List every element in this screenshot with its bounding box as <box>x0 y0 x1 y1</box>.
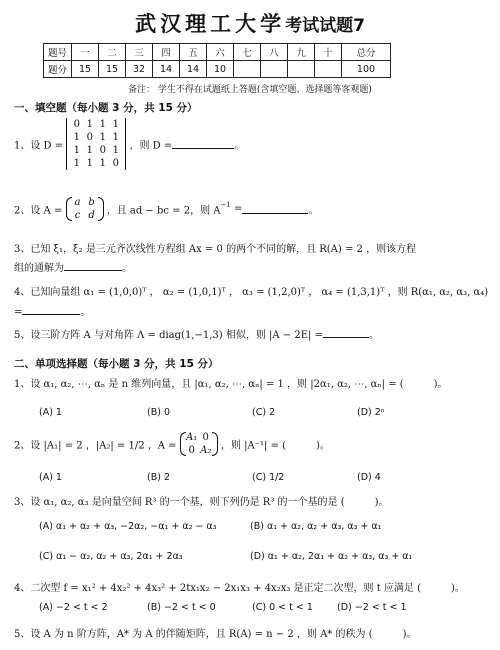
option-d[interactable]: (D) 2ⁿ <box>357 407 385 418</box>
option-c[interactable]: (C) 1/2 <box>252 472 285 483</box>
score-cell <box>288 61 315 78</box>
score-table <box>43 43 391 78</box>
score-cell: 三 <box>126 44 153 61</box>
score-cell: 14 <box>180 61 207 78</box>
score-cell <box>261 61 288 78</box>
option-b[interactable]: (B) −2 < t < 0 <box>147 602 216 613</box>
answer-blank[interactable] <box>242 204 308 214</box>
q3-text: 组的通解为 <box>14 263 64 274</box>
option-a[interactable]: (A) 1 <box>39 472 62 483</box>
determinant-matrix: 0 1 1 1 1 0 1 1 1 1 0 1 1 1 1 0 <box>66 118 126 170</box>
q2c-prefix: 2、设 |A₁| = 2 ，|A₂| = 1/2 ，A = <box>14 440 177 452</box>
q2-prefix: 2、设 A = <box>14 205 63 217</box>
block-matrix: A₁ 0 0 A₂ <box>180 431 218 457</box>
fill-question-3-line1: 3、已知 ξ₁，ξ₂ 是三元齐次线性方程组 Ax = 0 的两个不同的解，且 R(A) = 2 ，则该方程 <box>14 244 417 255</box>
fill-question-4-line2 <box>14 303 90 318</box>
q4-end: 。 <box>80 307 91 318</box>
score-cell: 15 <box>99 61 126 78</box>
choice-question-4-stem: 4、二次型 f = x₁² + 4x₂² + 4x₃² + 2tx₁x₂ − 2x₁x₃ + 4x₂x₃ 是正定二次型，则 t 应满足 ( )。 <box>14 583 465 594</box>
option-b[interactable]: (B) 2 <box>147 472 170 483</box>
q1-end: 。 <box>234 140 245 152</box>
option-b[interactable]: (B) α₁ + α₂, α₂ + α₃, α₃ + α₁ <box>250 521 382 532</box>
score-table-row-points <box>44 61 391 78</box>
title-university: 武汉理工大学 <box>135 11 286 36</box>
option-d[interactable]: (D) −2 < t < 1 <box>337 602 407 613</box>
answer-blank[interactable] <box>64 261 122 271</box>
option-d[interactable]: (D) 4 <box>357 472 381 483</box>
score-cell: 14 <box>153 61 180 78</box>
option-a[interactable]: (A) −2 < t < 2 <box>39 602 108 613</box>
q2c-suffix: ，则 |A⁻¹| = ( )。 <box>220 440 330 452</box>
score-cell: 四 <box>153 44 180 61</box>
score-cell: 题号 <box>44 44 72 61</box>
score-cell: 五 <box>180 44 207 61</box>
option-d[interactable]: (D) α₁ + α₂, 2α₁ + α₂ + α₃, α₃ + α₁ <box>250 551 413 562</box>
score-cell: 八 <box>261 44 288 61</box>
option-b[interactable]: (B) 0 <box>147 407 170 418</box>
score-cell: 一 <box>72 44 99 61</box>
answer-blank[interactable] <box>172 139 234 149</box>
score-cell: 题分 <box>44 61 72 78</box>
title-exam: 考试试题7 <box>285 16 365 36</box>
exam-note: 备注： 学生不得在试题纸上答题(含填空题、选择题等客观题) <box>128 85 372 95</box>
option-c[interactable]: (C) 2 <box>252 407 276 418</box>
q2-mid: ，且 ad − bc = 2，则 A <box>106 205 221 217</box>
score-cell: 六 <box>207 44 234 61</box>
score-table-row-header <box>44 44 391 61</box>
q4-text: = <box>14 307 23 318</box>
option-c[interactable]: (C) α₁ − α₂, α₂ + α₃, 2α₁ + 2α₃ <box>39 551 183 562</box>
choice-question-5-stem: 5、设 A 为 n 阶方阵，A* 为 A 的伴随矩阵，且 R(A) = n − 2 ，则 A* 的秩为 ( )。 <box>14 629 417 640</box>
answer-blank[interactable] <box>323 328 369 338</box>
score-cell: 10 <box>207 61 234 78</box>
choice-question-3-stem: 3、设 α₁, α₂, α₃ 是向量空间 R³ 的一个基，则下列仍是 R³ 的一个基的是 ( )。 <box>14 497 389 508</box>
choice-question-2-stem <box>14 431 330 457</box>
score-cell: 九 <box>288 44 315 61</box>
q2-end: 。 <box>308 205 319 217</box>
score-cell: 100 <box>342 61 391 78</box>
fill-question-5 <box>14 326 379 341</box>
q5-end: 。 <box>368 330 379 341</box>
fill-question-1 <box>14 118 244 170</box>
fill-question-4-line1: 4、已知向量组 α₁ = (1,0,0)ᵀ ， α₂ = (1,0,1)ᵀ ， α₃ = (1,2,0)ᵀ ， α₄ = (1,3,1)ᵀ ，则 R(α₁, α₂, α₃, α₄) <box>14 287 489 298</box>
q2-suffix: = <box>230 203 243 215</box>
answer-blank[interactable] <box>22 305 80 315</box>
score-cell: 十 <box>315 44 342 61</box>
score-cell <box>234 61 261 78</box>
score-cell: 15 <box>72 61 99 78</box>
score-cell: 七 <box>234 44 261 61</box>
option-a[interactable]: (A) α₁ + α₂ + α₃, −2α₂, −α₁ + α₂ − α₃ <box>39 521 217 532</box>
q2-sup: −1 <box>220 201 231 210</box>
section-2-title: 二、单项选择题（每小题 3 分，共 15 分） <box>14 358 219 370</box>
exam-title <box>0 8 500 38</box>
score-cell: 总分 <box>342 44 391 61</box>
option-a[interactable]: (A) 1 <box>39 407 62 418</box>
score-cell: 32 <box>126 61 153 78</box>
score-cell: 二 <box>99 44 126 61</box>
fill-question-3-line2 <box>14 259 132 274</box>
section-1-title: 一、填空题（每小题 3 分，共 15 分） <box>14 102 198 114</box>
option-c[interactable]: (C) 0 < t < 1 <box>252 602 313 613</box>
q1-suffix: ，则 D = <box>129 140 173 152</box>
fill-question-2 <box>14 196 318 222</box>
q1-prefix: 1、设 D = <box>14 140 64 152</box>
score-cell <box>315 61 342 78</box>
q5-text: 5、设三阶方阵 A 与对角阵 Λ = diag(1,−1,3) 相似，则 |A − 2E| = <box>14 330 323 341</box>
choice-question-1-stem: 1、设 α₁, α₂, ⋯, αₙ 是 n 维列向量，且 |α₁, α₂, ⋯, αₙ| = 1 ，则 |2α₁, α₂, ⋯, αₙ| = ( )。 <box>14 379 448 390</box>
q3-end: 。 <box>122 263 132 274</box>
matrix-a: a b c d <box>66 196 104 222</box>
